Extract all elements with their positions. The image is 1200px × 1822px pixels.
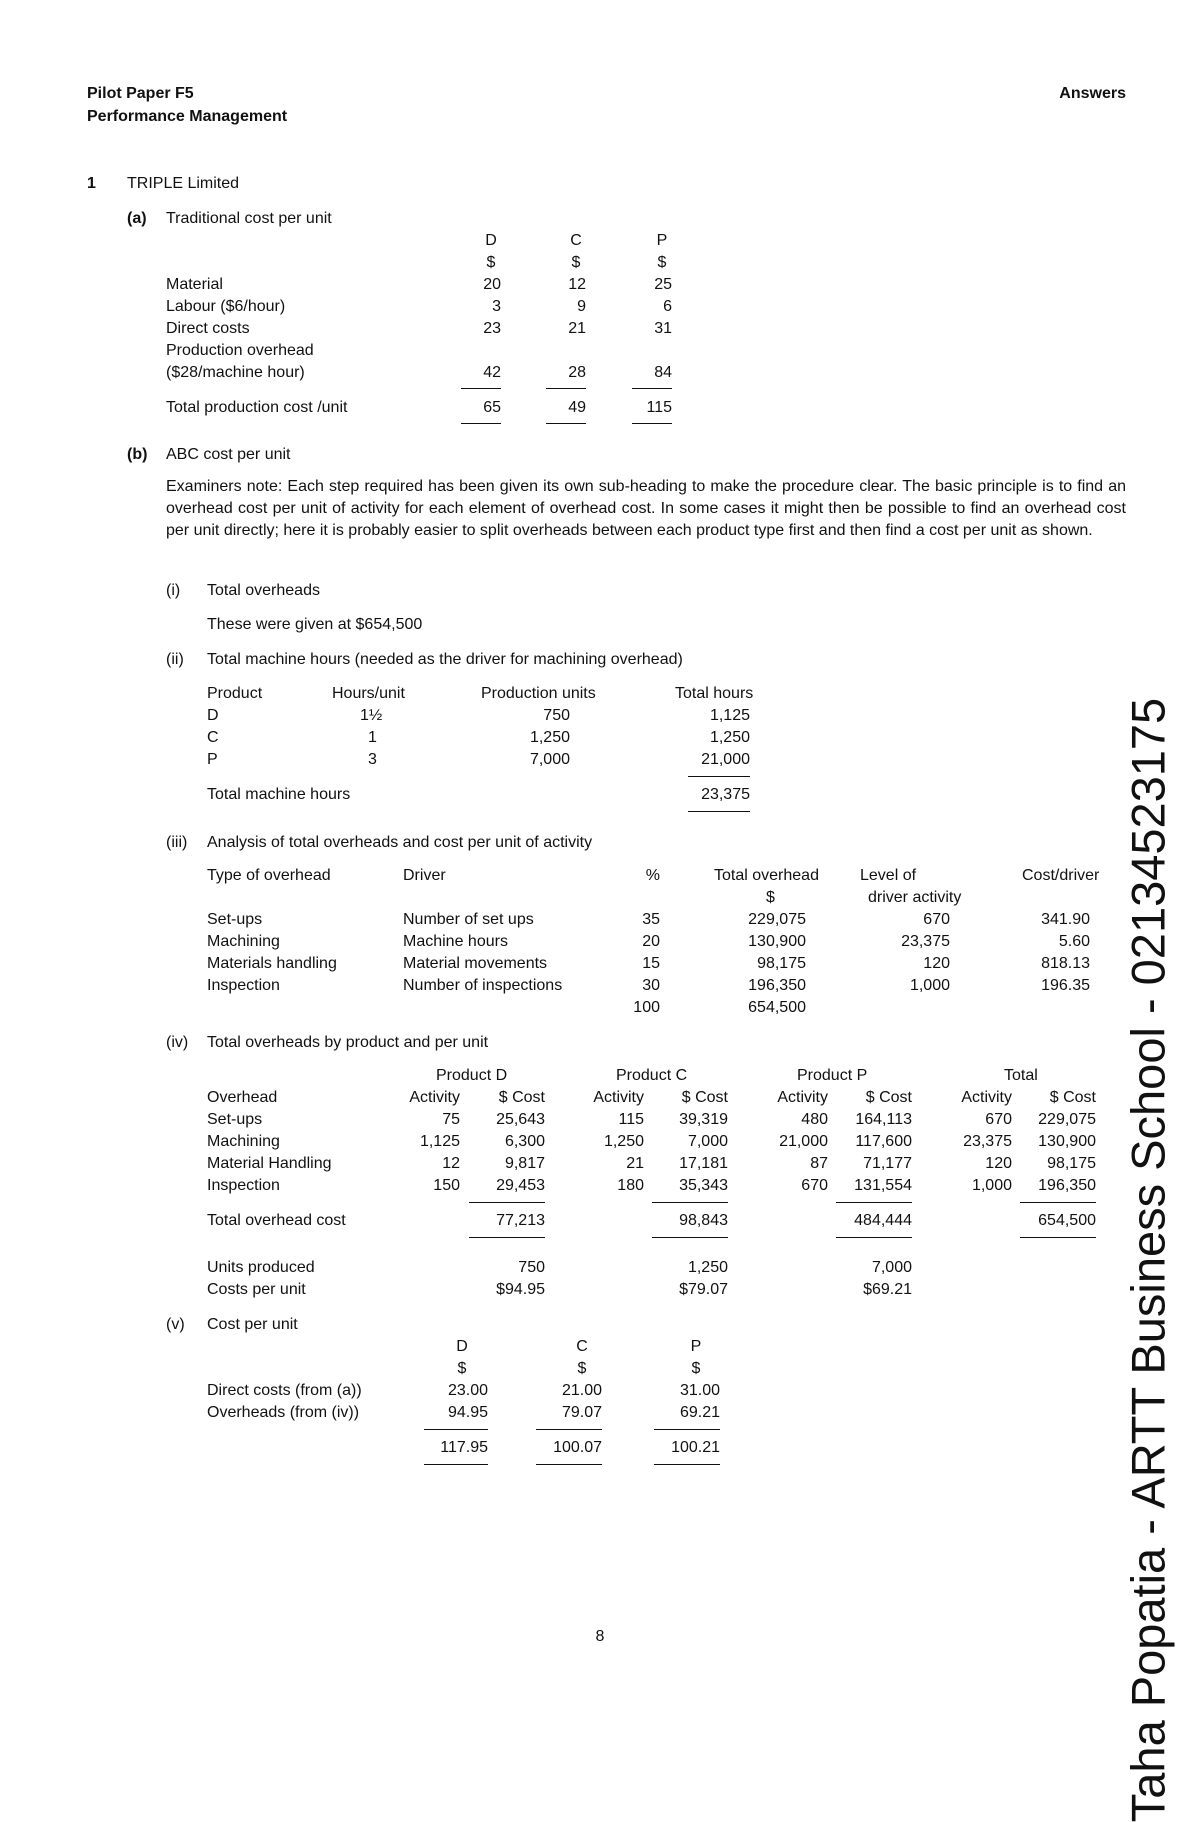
rule bbox=[546, 423, 586, 424]
sub-iv-title: Total overheads by product and per unit bbox=[207, 1034, 489, 1051]
total-overheads-text: These were given at $654,500 bbox=[207, 616, 423, 633]
units-produced-label: Units produced bbox=[207, 1259, 315, 1276]
sub-iii-label: (iii) bbox=[166, 834, 188, 851]
unit-c: $ bbox=[571, 254, 581, 271]
sub-v-label: (v) bbox=[166, 1316, 185, 1333]
cell: 25,643 bbox=[496, 1111, 545, 1128]
cell: 3 bbox=[368, 751, 377, 768]
cell: 98,175 bbox=[1047, 1155, 1096, 1172]
row-label: Material bbox=[166, 276, 223, 293]
cell: 29,453 bbox=[496, 1177, 545, 1194]
cell: 3 bbox=[492, 298, 501, 315]
cell: 21,000 bbox=[779, 1133, 828, 1150]
row-label: Overheads (from (iv)) bbox=[207, 1404, 360, 1421]
cell: 229,075 bbox=[748, 911, 806, 928]
col-header-p: P bbox=[656, 232, 668, 249]
cell: 750 bbox=[543, 707, 570, 724]
cell: 28 bbox=[568, 364, 586, 381]
examiners-note: Examiners note: Each step required has been given its own sub-heading to make the procedure clear. The basic principle is to find an overhead cost per unit of activity for each element of overhead cost. In some cases it might then be possible to find an overhead cost per unit directly; here it is probably easier to split overheads between each product type first and then find a cost per unit as shown. bbox=[166, 478, 1126, 539]
cell: 23,375 bbox=[963, 1133, 1012, 1150]
cell: 670 bbox=[801, 1177, 828, 1194]
subheader-driver-activity: driver activity bbox=[868, 889, 962, 906]
cell: 9 bbox=[577, 298, 586, 315]
cell: 1,000 bbox=[909, 977, 950, 994]
col-header-d: D bbox=[456, 1338, 468, 1355]
cell: 7,000 bbox=[687, 1133, 728, 1150]
cell: 69.21 bbox=[679, 1404, 720, 1421]
page-number: 8 bbox=[595, 1628, 605, 1645]
group-product-d: Product D bbox=[436, 1067, 508, 1084]
cell: Machine hours bbox=[403, 933, 508, 950]
total-cell: 77,213 bbox=[496, 1212, 545, 1229]
costs-per-unit-label: Costs per unit bbox=[207, 1281, 306, 1298]
cell: 87 bbox=[810, 1155, 828, 1172]
header-cost: $ Cost bbox=[681, 1089, 728, 1106]
col-header-d: D bbox=[485, 232, 497, 249]
group-product-p: Product P bbox=[797, 1067, 868, 1084]
rule bbox=[536, 1464, 602, 1465]
cell: 9,817 bbox=[504, 1155, 545, 1172]
cell: 84 bbox=[654, 364, 672, 381]
cell: 120 bbox=[923, 955, 950, 972]
cell: Set-ups bbox=[207, 1111, 263, 1128]
cell: 180 bbox=[617, 1177, 644, 1194]
sub-i-title: Total overheads bbox=[207, 582, 320, 599]
header-activity: Activity bbox=[777, 1089, 828, 1106]
cell: 750 bbox=[518, 1259, 545, 1276]
rule bbox=[632, 423, 672, 424]
part-a-title: Traditional cost per unit bbox=[166, 210, 332, 227]
watermark: Taha Popatia - ARTT Business School - 02134523175 bbox=[1121, 697, 1175, 1822]
header-hours-unit: Hours/unit bbox=[332, 685, 405, 702]
header-cost: $ Cost bbox=[498, 1089, 545, 1106]
question-number: 1 bbox=[87, 175, 96, 192]
cell: 79.07 bbox=[561, 1404, 602, 1421]
rule bbox=[469, 1237, 545, 1238]
cell: 6,300 bbox=[504, 1133, 545, 1150]
header-type: Type of overhead bbox=[207, 867, 331, 884]
total-cell: 100.07 bbox=[553, 1439, 602, 1456]
rule bbox=[654, 1429, 720, 1430]
cell: 117,600 bbox=[855, 1133, 912, 1150]
cell: Inspection bbox=[207, 977, 280, 994]
unit-p: $ bbox=[657, 254, 667, 271]
rule bbox=[469, 1202, 545, 1203]
header-total-overhead: Total overhead bbox=[714, 867, 819, 884]
total-cell: 49 bbox=[568, 399, 586, 416]
cell: 7,000 bbox=[871, 1259, 912, 1276]
cell: 35,343 bbox=[679, 1177, 728, 1194]
group-product-c: Product C bbox=[616, 1067, 688, 1084]
rule bbox=[836, 1202, 912, 1203]
cell: 31.00 bbox=[679, 1382, 720, 1399]
sub-iv-label: (iv) bbox=[166, 1034, 189, 1051]
header-product: Product bbox=[207, 685, 263, 702]
cell: 670 bbox=[923, 911, 950, 928]
cell: P bbox=[207, 751, 218, 768]
cell: 21.00 bbox=[561, 1382, 602, 1399]
total-overhead-cost-label: Total overhead cost bbox=[207, 1212, 346, 1229]
question-title: TRIPLE Limited bbox=[127, 175, 240, 192]
cell: 150 bbox=[433, 1177, 460, 1194]
rule bbox=[688, 776, 750, 777]
cell: 130,900 bbox=[748, 933, 806, 950]
subject-title: Performance Management bbox=[87, 108, 288, 125]
cell: 25 bbox=[654, 276, 672, 293]
cell: 1½ bbox=[360, 707, 383, 724]
cell: Materials handling bbox=[207, 955, 337, 972]
cell: 94.95 bbox=[447, 1404, 488, 1421]
cell: 15 bbox=[642, 955, 660, 972]
rule bbox=[424, 1464, 488, 1465]
total-percent: 100 bbox=[633, 999, 660, 1016]
total-cell: 98,843 bbox=[679, 1212, 728, 1229]
cell: 5.60 bbox=[1058, 933, 1090, 950]
cell: 39,319 bbox=[679, 1111, 728, 1128]
sub-i-label: (i) bbox=[166, 582, 181, 599]
total-cell: 115 bbox=[646, 399, 672, 416]
cell: D bbox=[207, 707, 219, 724]
rule bbox=[652, 1237, 728, 1238]
cell: 23 bbox=[483, 320, 501, 337]
sub-iii-title: Analysis of total overheads and cost per unit of activity bbox=[207, 834, 593, 851]
cell: Machining bbox=[207, 933, 280, 950]
rule bbox=[654, 1464, 720, 1465]
header-production-units: Production units bbox=[481, 685, 596, 702]
cell: 818.13 bbox=[1041, 955, 1090, 972]
paper-title: Pilot Paper F5 bbox=[87, 85, 194, 102]
sub-v-title: Cost per unit bbox=[207, 1316, 298, 1333]
answers-label: Answers bbox=[1059, 85, 1126, 102]
total-machine-hours-value: 23,375 bbox=[701, 786, 750, 803]
cell: 670 bbox=[985, 1111, 1012, 1128]
subheader-dollar: $ bbox=[766, 889, 775, 906]
col-header-c: C bbox=[570, 232, 582, 249]
header-overhead: Overhead bbox=[207, 1089, 278, 1106]
unit-c: $ bbox=[577, 1360, 587, 1377]
cell: 12 bbox=[442, 1155, 460, 1172]
row-label: Direct costs bbox=[166, 320, 250, 337]
cell: Machining bbox=[207, 1133, 280, 1150]
part-b-title: ABC cost per unit bbox=[166, 446, 291, 463]
rule bbox=[836, 1237, 912, 1238]
header-driver: Driver bbox=[403, 867, 446, 884]
cell: 23,375 bbox=[901, 933, 950, 950]
header-activity: Activity bbox=[961, 1089, 1012, 1106]
unit-d: $ bbox=[486, 254, 496, 271]
cell: 20 bbox=[483, 276, 501, 293]
cell: C bbox=[207, 729, 219, 746]
cell: 1,125 bbox=[709, 707, 750, 724]
cell: 21,000 bbox=[701, 751, 750, 768]
cell: 1,250 bbox=[709, 729, 750, 746]
cell: 30 bbox=[642, 977, 660, 994]
cell: 196,350 bbox=[1038, 1177, 1096, 1194]
header-percent: % bbox=[645, 867, 660, 884]
cell: 130,900 bbox=[1038, 1133, 1096, 1150]
rule bbox=[461, 388, 501, 389]
cell: 35 bbox=[642, 911, 660, 928]
header-total-hours: Total hours bbox=[675, 685, 754, 702]
col-header-c: C bbox=[576, 1338, 588, 1355]
unit-d: $ bbox=[457, 1360, 467, 1377]
cell: 31 bbox=[654, 320, 672, 337]
rule bbox=[688, 811, 750, 812]
cell: Material movements bbox=[403, 955, 548, 972]
cell: 1,250 bbox=[603, 1133, 644, 1150]
cell: 1 bbox=[368, 729, 377, 746]
header-activity: Activity bbox=[409, 1089, 460, 1106]
cell: 98,175 bbox=[757, 955, 806, 972]
part-b-label: (b) bbox=[127, 446, 148, 463]
total-cell: 100.21 bbox=[671, 1439, 720, 1456]
unit-p: $ bbox=[691, 1360, 701, 1377]
row-label: ($28/machine hour) bbox=[166, 364, 305, 381]
total-cell: 654,500 bbox=[1038, 1212, 1096, 1229]
cell: 20 bbox=[642, 933, 660, 950]
cell: 115 bbox=[618, 1111, 644, 1128]
row-label: Labour ($6/hour) bbox=[166, 298, 286, 315]
total-label: Total production cost /unit bbox=[166, 399, 348, 416]
total-cell: 117.95 bbox=[440, 1439, 488, 1456]
total-overhead-sum: 654,500 bbox=[748, 999, 806, 1016]
header-cost: $ Cost bbox=[865, 1089, 912, 1106]
cell: 480 bbox=[801, 1111, 828, 1128]
part-a-label: (a) bbox=[127, 210, 147, 227]
cell: 196,350 bbox=[748, 977, 806, 994]
header-cost-driver: Cost/driver bbox=[1022, 867, 1100, 884]
cell: 1,250 bbox=[529, 729, 570, 746]
cell: Number of set ups bbox=[403, 911, 534, 928]
header-level: Level of bbox=[860, 867, 917, 884]
cell: 229,075 bbox=[1038, 1111, 1096, 1128]
cell: 196.35 bbox=[1041, 977, 1090, 994]
rule bbox=[652, 1202, 728, 1203]
cell: 120 bbox=[985, 1155, 1012, 1172]
cell: $79.07 bbox=[679, 1281, 728, 1298]
cell: 164,113 bbox=[855, 1111, 912, 1128]
cell: Number of inspections bbox=[403, 977, 563, 994]
cell: 21 bbox=[568, 320, 586, 337]
cell: Set-ups bbox=[207, 911, 263, 928]
cell: 341.90 bbox=[1041, 911, 1090, 928]
cell: 71,177 bbox=[863, 1155, 912, 1172]
group-total: Total bbox=[1004, 1067, 1038, 1084]
col-header-p: P bbox=[690, 1338, 702, 1355]
cell: 1,125 bbox=[419, 1133, 460, 1150]
cell: 17,181 bbox=[679, 1155, 728, 1172]
total-cell: 65 bbox=[483, 399, 501, 416]
rule bbox=[546, 388, 586, 389]
cell: 75 bbox=[442, 1111, 460, 1128]
cell: 12 bbox=[568, 276, 586, 293]
rule bbox=[461, 423, 501, 424]
cell: 23.00 bbox=[447, 1382, 488, 1399]
cell: 6 bbox=[663, 298, 672, 315]
row-label: Direct costs (from (a)) bbox=[207, 1382, 362, 1399]
rule bbox=[536, 1429, 602, 1430]
cell: 1,250 bbox=[687, 1259, 728, 1276]
header-cost: $ Cost bbox=[1049, 1089, 1096, 1106]
header-activity: Activity bbox=[593, 1089, 644, 1106]
cell: 42 bbox=[483, 364, 501, 381]
cell: $69.21 bbox=[863, 1281, 912, 1298]
cell: 21 bbox=[626, 1155, 644, 1172]
cell: 1,000 bbox=[971, 1177, 1012, 1194]
total-cell: 484,444 bbox=[854, 1212, 912, 1229]
cell: Material Handling bbox=[207, 1155, 332, 1172]
row-label: Production overhead bbox=[166, 342, 314, 359]
rule bbox=[424, 1429, 488, 1430]
cell: 131,554 bbox=[854, 1177, 912, 1194]
cell: $94.95 bbox=[496, 1281, 545, 1298]
rule bbox=[1020, 1237, 1096, 1238]
rule bbox=[632, 388, 672, 389]
cell: Inspection bbox=[207, 1177, 280, 1194]
rule bbox=[1020, 1202, 1096, 1203]
cell: 7,000 bbox=[529, 751, 570, 768]
total-machine-hours-label: Total machine hours bbox=[207, 786, 351, 803]
sub-ii-label: (ii) bbox=[166, 651, 184, 668]
sub-ii-title: Total machine hours (needed as the driver for machining overhead) bbox=[207, 651, 683, 668]
